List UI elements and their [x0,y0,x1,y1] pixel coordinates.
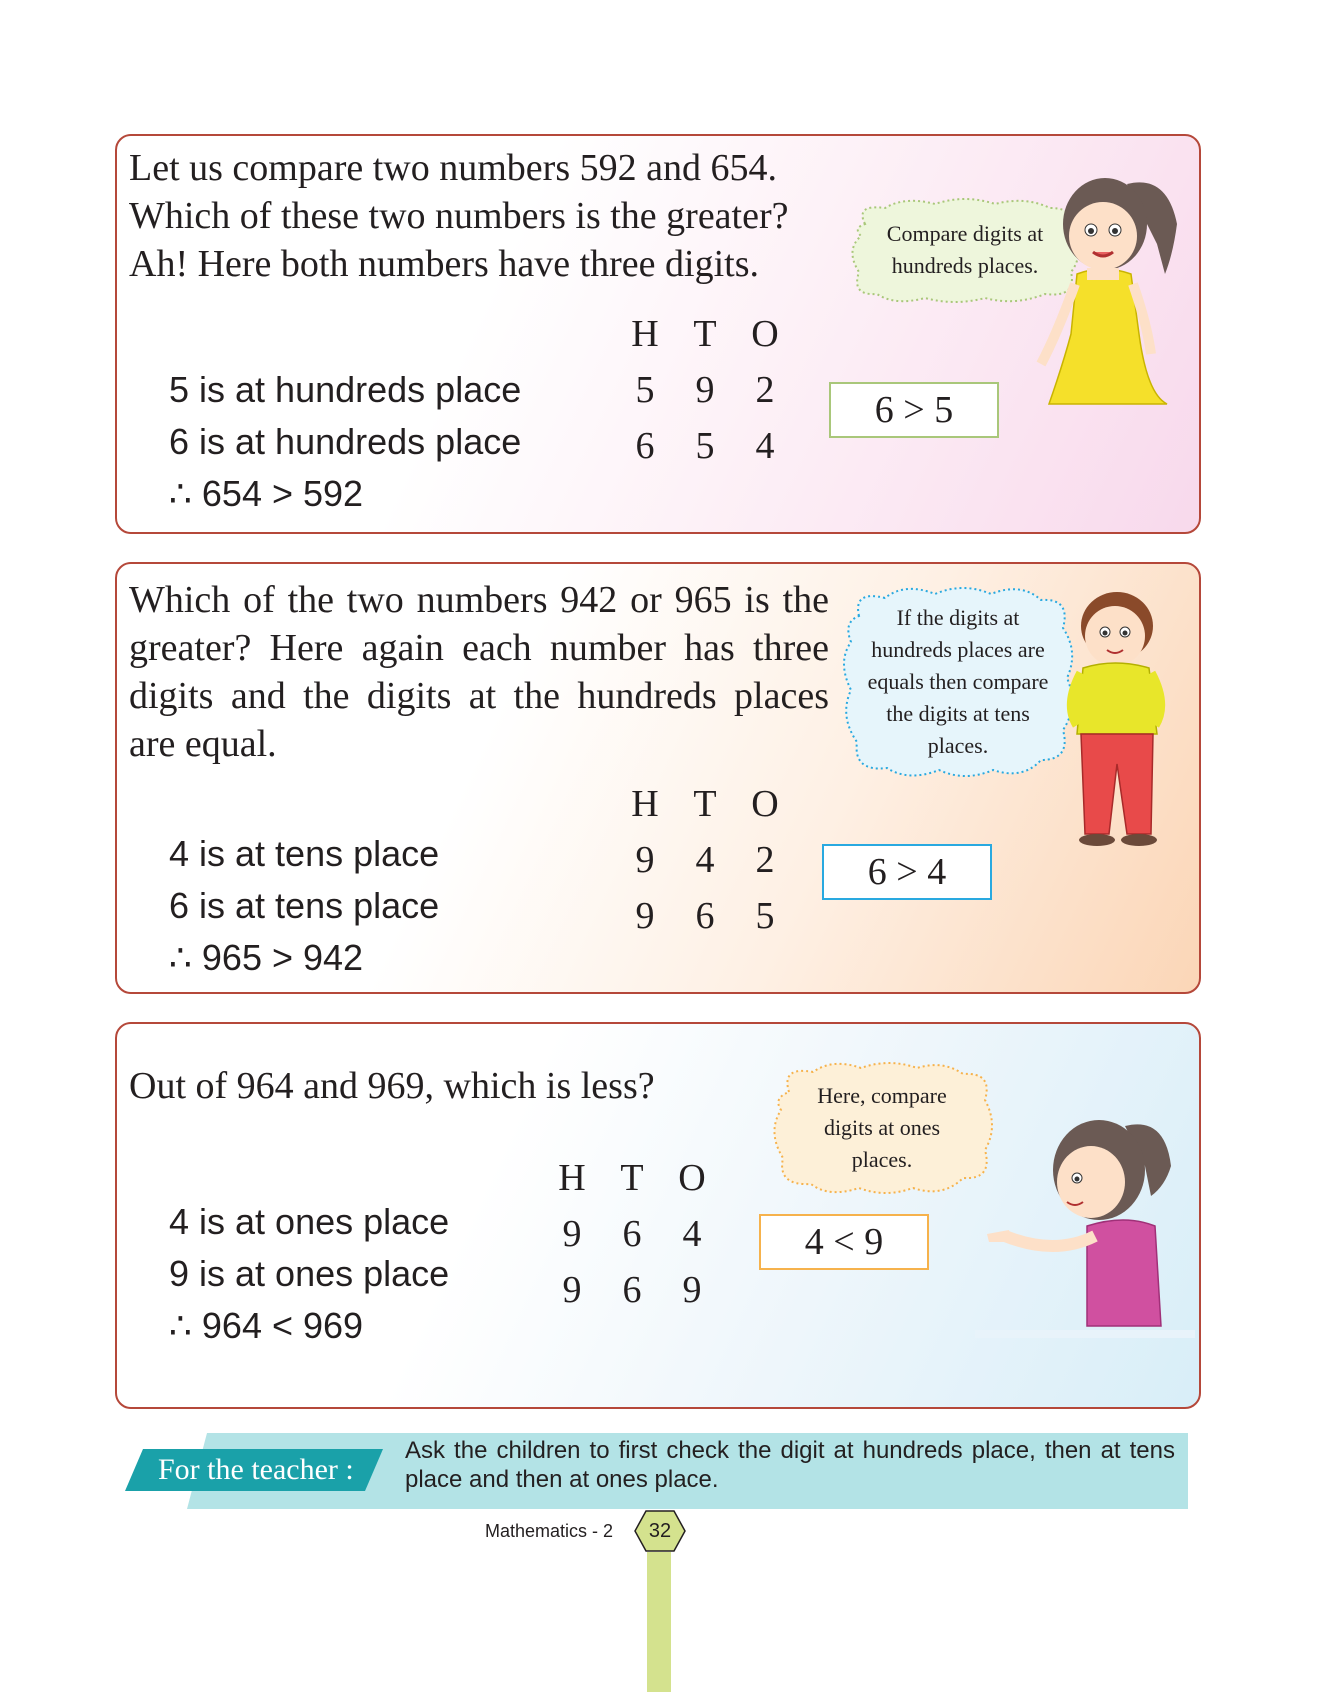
teacher-note-text: Ask the children to first check the digit at hundreds place, then at tens place and then at ones place. [405,1437,1175,1493]
conclusion: ∴ 964 < 969 [169,1305,364,1346]
digit: 2 [755,369,775,411]
statement: 6 is at hundreds place [169,421,522,462]
result-box: 4 < 9 [759,1214,929,1270]
number-row [542,1206,722,1262]
girl-illustration [1027,164,1197,424]
place-header-row [615,776,795,832]
digit: 4 [755,425,775,467]
bubble-text: If the digits at hundreds places are equals then compare the digits at tens places. [867,605,1049,758]
bubble-text: Compare digits at hundreds places. [886,221,1044,278]
digit: 6 [622,1269,642,1311]
intro-line-2: Which of these two numbers is the greater? [129,195,789,237]
statement: 5 is at hundreds place [169,369,522,410]
conclusion: ∴ 654 > 592 [169,473,364,514]
digit: 5 [635,369,655,411]
place-value-table [615,306,795,474]
intro-line: Out of 964 and 969, which is less? [129,1065,655,1107]
bubble-text: Here, compare digits at ones places. [817,1083,947,1172]
digit: 9 [635,839,655,881]
header-tens: T [693,783,717,825]
digit: 6 [635,425,655,467]
result-box: 6 > 5 [829,382,999,438]
place-value-table [542,1150,722,1318]
intro-paragraph: Which of the two numbers 942 or 965 is the greater? Here again each number has three digits and the digits at the hundreds places are equal. [129,579,829,765]
boy-illustration [1057,584,1197,854]
header-hundreds: H [558,1157,586,1199]
conclusion: ∴ 965 > 942 [169,937,364,978]
digit: 9 [635,895,655,937]
book-title: Mathematics - 2 [485,1521,614,1541]
speech-bubble [767,1058,997,1198]
digit: 5 [755,895,775,937]
teacher-label: For the teacher : [158,1453,354,1486]
statement: 4 is at ones place [169,1201,450,1242]
comparison-panel-2 [115,562,1201,994]
speech-bubble [835,582,1081,782]
girl-pointing-illustration [975,1086,1195,1346]
intro-line-3: Ah! Here both numbers have three digits. [129,243,759,285]
digit: 2 [755,839,775,881]
place-value-table [615,776,795,944]
digit: 9 [562,1269,582,1311]
comparison-panel-1 [115,134,1201,534]
number-row [615,418,795,474]
digit: 9 [682,1269,702,1311]
comparison-panel-3 [115,1022,1201,1409]
place-header-row [615,306,795,362]
digit: 6 [695,895,715,937]
number-row [615,832,795,888]
number-row [615,362,795,418]
header-hundreds: H [631,783,659,825]
digit: 6 [622,1213,642,1255]
digit: 9 [695,369,715,411]
statement: 6 is at tens place [169,885,440,926]
header-ones: O [751,783,779,825]
header-hundreds: H [631,313,659,355]
header-ones: O [678,1157,706,1199]
digit: 4 [695,839,715,881]
header-ones: O [751,313,779,355]
decorative-strip [647,1552,671,1692]
statement: 4 is at tens place [169,833,440,874]
digit: 4 [682,1213,702,1255]
result-box: 6 > 4 [822,844,992,900]
place-header-row [542,1150,722,1206]
number-row [615,888,795,944]
header-tens: T [620,1157,644,1199]
statement: 9 is at ones place [169,1253,450,1294]
page-number: 32 [648,1520,672,1542]
number-row [542,1262,722,1318]
intro-line-1: Let us compare two numbers 592 and 654. [129,147,777,189]
digit: 9 [562,1213,582,1255]
header-tens: T [693,313,717,355]
digit: 5 [695,425,715,467]
